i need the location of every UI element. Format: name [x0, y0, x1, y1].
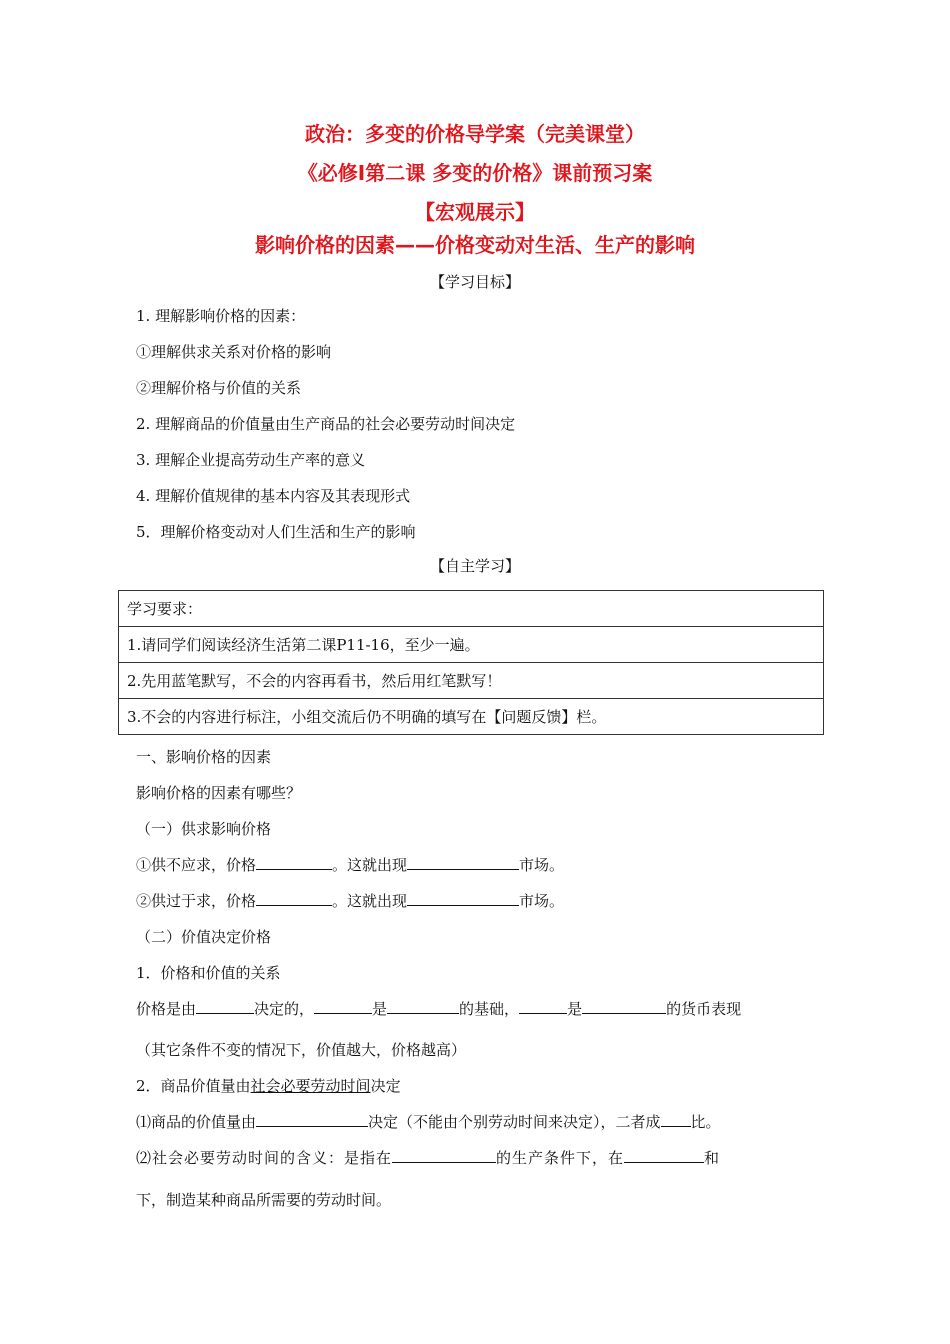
answer-blank[interactable] [256, 891, 332, 906]
fill-line: ⑵社会必要劳动时间的含义：是指在 的生产条件下，在 和 [136, 1149, 721, 1167]
goal-item: 1. 理解影响价格的因素： [136, 307, 306, 325]
answer-blank[interactable] [387, 999, 459, 1014]
goal-item: 5．理解价格变动对人们生活和生产的影响 [136, 523, 416, 541]
answer-blank[interactable] [392, 1148, 496, 1163]
fill-line: ⑴商品的价值量由 决定（不能由个别劳动时间来决定），二者成 比。 [136, 1113, 721, 1131]
goals-heading: 【学习目标】 [429, 273, 520, 291]
paragraph-title: 1．价格和价值的关系 [136, 964, 281, 982]
question: 影响价格的因素有哪些？ [136, 784, 302, 802]
answer-blank[interactable] [314, 999, 372, 1014]
goal-item: 2. 理解商品的价值量由生产商品的社会必要劳动时间决定 [136, 415, 516, 433]
answer-blank[interactable] [407, 891, 519, 906]
section-heading: 【宏观展示】 [415, 200, 535, 224]
answer-blank[interactable] [582, 999, 666, 1014]
requirement-cell: 1.请同学们阅读经济生活第二课P11-16，至少一遍。 [119, 627, 824, 663]
subsection-title: （一）供求影响价格 [136, 820, 272, 838]
goal-item: ②理解价格与价值的关系 [136, 379, 302, 397]
note: （其它条件不变的情况下，价值越大，价格越高） [136, 1041, 467, 1059]
requirement-cell: 3.不会的内容进行标注，小组交流后仍不明确的填写在【问题反馈】栏。 [119, 699, 824, 735]
paragraph-continuation: 下，制造某种商品所需要的劳动时间。 [136, 1191, 392, 1209]
fill-line: ②供过于求，价格 。这就出现 市场。 [136, 892, 565, 910]
self-study-heading: 【自主学习】 [429, 557, 520, 575]
answer-blank[interactable] [624, 1148, 704, 1163]
goal-item: 4. 理解价值规律的基本内容及其表现形式 [136, 487, 411, 505]
requirement-cell: 2.先用蓝笔默写，不会的内容再看书，然后用红笔默写！ [119, 663, 824, 699]
requirements-table [118, 590, 824, 735]
doc-title: 政治：多变的价格导学案（完美课堂） [305, 122, 645, 146]
fill-line: 价格是由 决定的， 是 的基础， 是 的货币表现 [136, 1000, 742, 1018]
paragraph-title: 2．商品价值量由社会必要劳动时间决定 [136, 1077, 401, 1095]
requirement-cell: 学习要求： [119, 591, 824, 627]
answer-blank[interactable] [407, 855, 519, 870]
topic-heading: 影响价格的因素——价格变动对生活、生产的影响 [255, 233, 695, 257]
answer-blank[interactable] [256, 1112, 368, 1127]
answer-blank[interactable] [661, 1112, 691, 1127]
fill-line: ①供不应求，价格 。这就出现 市场。 [136, 856, 565, 874]
answer-blank[interactable] [256, 855, 332, 870]
subsection-title: （二）价值决定价格 [136, 928, 272, 946]
goal-item: ①理解供求关系对价格的影响 [136, 343, 332, 361]
section-one-title: 一、影响价格的因素 [136, 748, 272, 766]
answer-blank[interactable] [519, 999, 567, 1014]
goal-item: 3. 理解企业提高劳动生产率的意义 [136, 451, 366, 469]
answer-blank[interactable] [196, 999, 254, 1014]
doc-subtitle: 《必修Ⅰ第二课 多变的价格》课前预习案 [297, 161, 653, 185]
